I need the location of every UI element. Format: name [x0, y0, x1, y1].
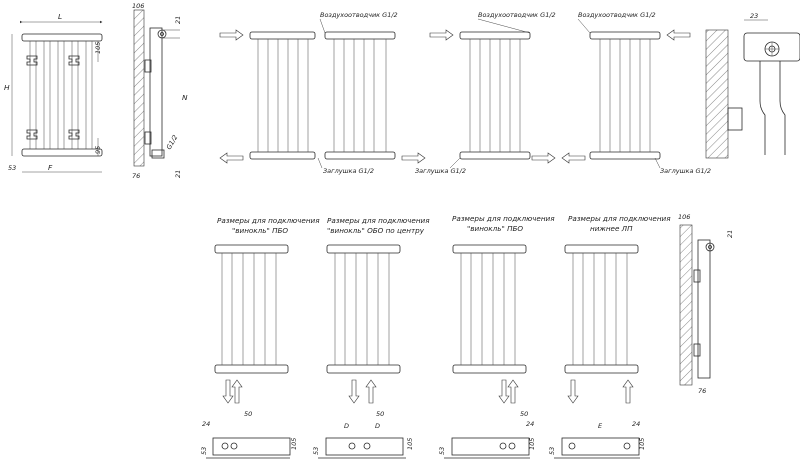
dim-95: 95	[94, 145, 102, 154]
dim-F: F	[48, 163, 53, 172]
air-vent-label: Воздухоотводчик G1/2	[478, 11, 556, 19]
side-bottom-dim-top: 106	[678, 213, 691, 221]
connection-title-1-line1: Размеры для подключения	[217, 216, 320, 225]
plug-label: Заглушка G1/2	[660, 167, 711, 175]
air-vent-label: Воздухоотводчик G1/2	[578, 11, 656, 19]
plug-label: Заглушка G1/2	[415, 167, 466, 175]
bottom3-b: 50	[520, 410, 529, 418]
wall-mount-detail	[706, 12, 800, 158]
bottom1-b: 50	[244, 410, 253, 418]
dim-105: 105	[94, 41, 102, 54]
dim-L: L	[58, 12, 63, 21]
connection-title-4-line2: нижнее ЛП	[590, 224, 633, 233]
bottom1-a: 24	[202, 420, 211, 428]
connection-title-1-line2: "винокль" ПБО	[232, 226, 289, 235]
bottom2-c: 50	[376, 410, 385, 418]
bottom2-h2: 105	[406, 437, 414, 450]
wall-dim-23: 23	[750, 12, 759, 20]
dim-53: 53	[8, 164, 17, 172]
connection-radiators	[215, 245, 638, 403]
bottom-views	[200, 410, 646, 458]
bottom4-a: E	[598, 422, 603, 430]
connection-variants-top	[220, 11, 711, 175]
side-view	[132, 2, 188, 180]
bottom1-h1: 53	[200, 446, 208, 455]
side-dim-21-bottom: 21	[174, 169, 182, 178]
bottom2-h1: 53	[312, 446, 320, 455]
connection-title-3-line2: "винокль" ПБО	[467, 224, 524, 233]
side-dim-21-top: 21	[174, 15, 182, 24]
plug-label: Заглушка G1/2	[323, 167, 374, 175]
flow-arrow-icon	[220, 30, 690, 163]
bottom1-h2: 105	[290, 437, 298, 450]
bottom3-a: 24	[526, 420, 535, 428]
side-dim-top: 106	[132, 2, 145, 10]
dim-H: H	[4, 83, 10, 92]
connection-title-2-line2: "винокль" ОБО по центру	[327, 226, 424, 235]
connection-title-2-line1: Размеры для подключения	[327, 216, 430, 225]
connection-title-3-line1: Размеры для подключения	[452, 214, 555, 223]
side-pipe: G1/2	[164, 133, 180, 151]
side-dim-N: N	[182, 93, 188, 102]
bottom4-h1: 53	[548, 446, 556, 455]
bottom2-a: D	[344, 422, 350, 430]
bottom2-b: D	[375, 422, 381, 430]
bracket-icon	[27, 56, 79, 139]
side-dim-bottom: 76	[132, 172, 141, 180]
connection-titles	[217, 214, 671, 235]
bottom3-h1: 53	[438, 446, 446, 455]
front-view	[4, 12, 102, 172]
side-bottom-dim-bottom: 76	[698, 387, 707, 395]
bottom3-h2: 105	[528, 437, 536, 450]
bottom4-h2: 105	[638, 437, 646, 450]
side-view-bottom	[678, 213, 734, 395]
bottom4-b: 24	[632, 420, 641, 428]
connection-title-4-line1: Размеры для подключения	[568, 214, 671, 223]
side-bottom-dim-21: 21	[726, 229, 734, 238]
air-vent-label: Воздухоотводчик G1/2	[320, 11, 398, 19]
flow-arrow-icon	[223, 380, 633, 403]
